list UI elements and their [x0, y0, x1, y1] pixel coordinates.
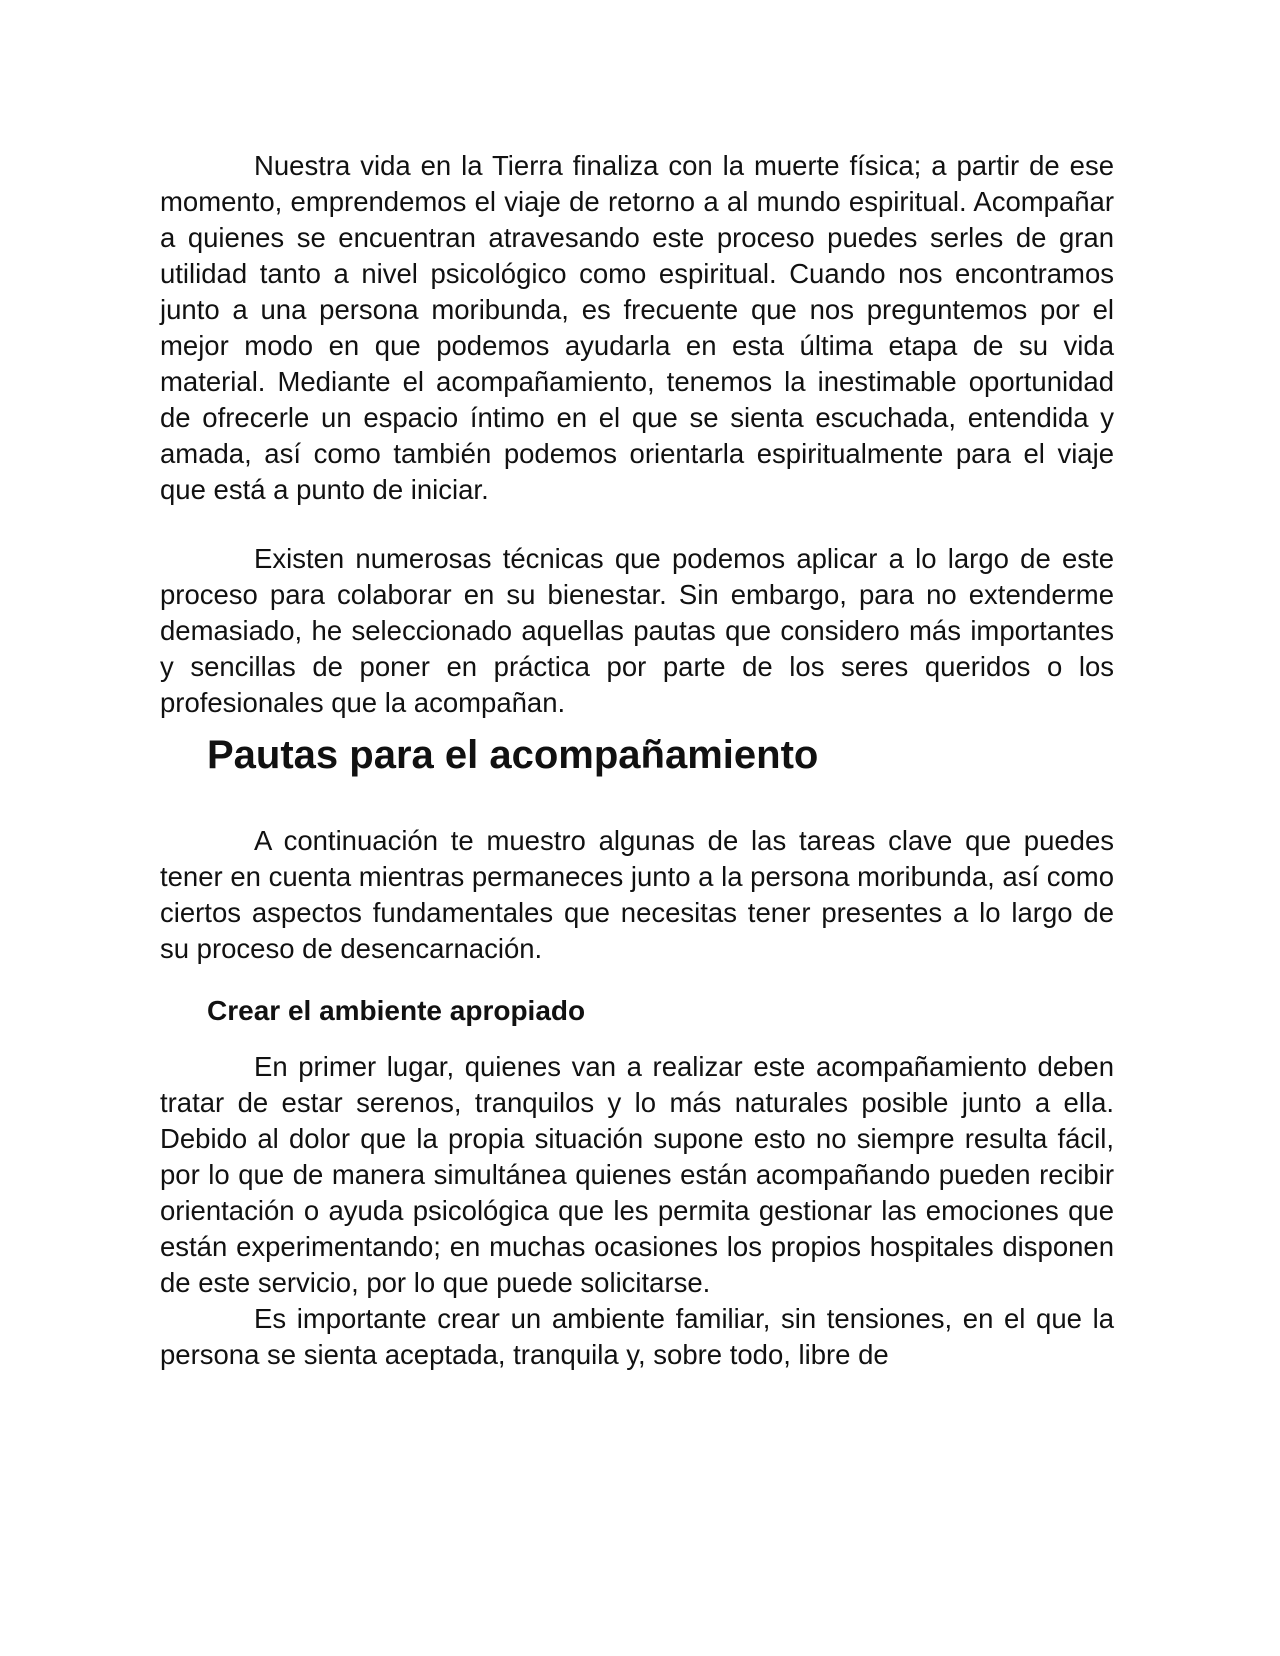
subsection-title: Crear el ambiente apropiado: [207, 995, 586, 1026]
subheading-spacer-bottom: [160, 1029, 1114, 1049]
subsection-paragraph-2: Es importante crear un ambiente familiar, sin tensiones, en el que la persona se sienta aceptada, tranquila y, sobre todo, libre de: [160, 1303, 1114, 1370]
paragraph-spacer: [160, 508, 1114, 541]
subheading-spacer-top: [160, 967, 1114, 993]
intro-paragraph-2: Existen numerosas técnicas que podemos aplicar a lo largo de este proceso para colaborar en su bienestar. Sin embargo, para no extenderme demasiado, he seleccionado aquellas pautas que considero más importantes y sencillas de poner en práctica por parte de los seres queridos o los profesionales que la acompañan.: [160, 543, 1114, 718]
intro-paragraph-1: Nuestra vida en la Tierra finaliza con la muerte física; a partir de ese momento, emprendemos el viaje de retorno a al mundo espiritual. Acompañar a quienes se encuentran atravesando este proceso puedes serles de gran utilidad tanto a nivel psicológico como espiritual. Cuando nos encontramos junto a una persona moribunda, es frecuente que nos preguntemos por el mejor modo en que podemos ayudarla en esta última etapa de su vida material. Mediante el acompañamiento, tenemos la inestimable oportunidad de ofrecerle un espacio íntimo en el que se sienta escuchada, entendida y amada, así como también podemos orientarla espiritualmente para el viaje que está a punto de iniciar.: [160, 150, 1114, 505]
heading-spacer: [160, 805, 1114, 823]
document-page: [160, 148, 1114, 1373]
subsection-paragraph-1: En primer lugar, quienes van a realizar este acompañamiento deben tratar de estar serenos, tranquilos y lo más naturales posible junto a ella. Debido al dolor que la propia situación supone esto no siempre resulta fácil, por lo que de manera simultánea quienes están acompañando pueden recibir orientación o ayuda psicológica que les permita gestionar las emociones que están experimentando; en muchas ocasiones los propios hospitales disponen de este servicio, por lo que puede solicitarse.: [160, 1051, 1114, 1298]
section-intro-paragraph: A continuación te muestro algunas de las tareas clave que puedes tener en cuenta mientras permaneces junto a la persona moribunda, así como ciertos aspectos fundamentales que necesitas tener presentes a lo largo de su proceso de desencarnación.: [160, 825, 1114, 964]
section-title: Pautas para el acompañamiento: [207, 733, 819, 777]
